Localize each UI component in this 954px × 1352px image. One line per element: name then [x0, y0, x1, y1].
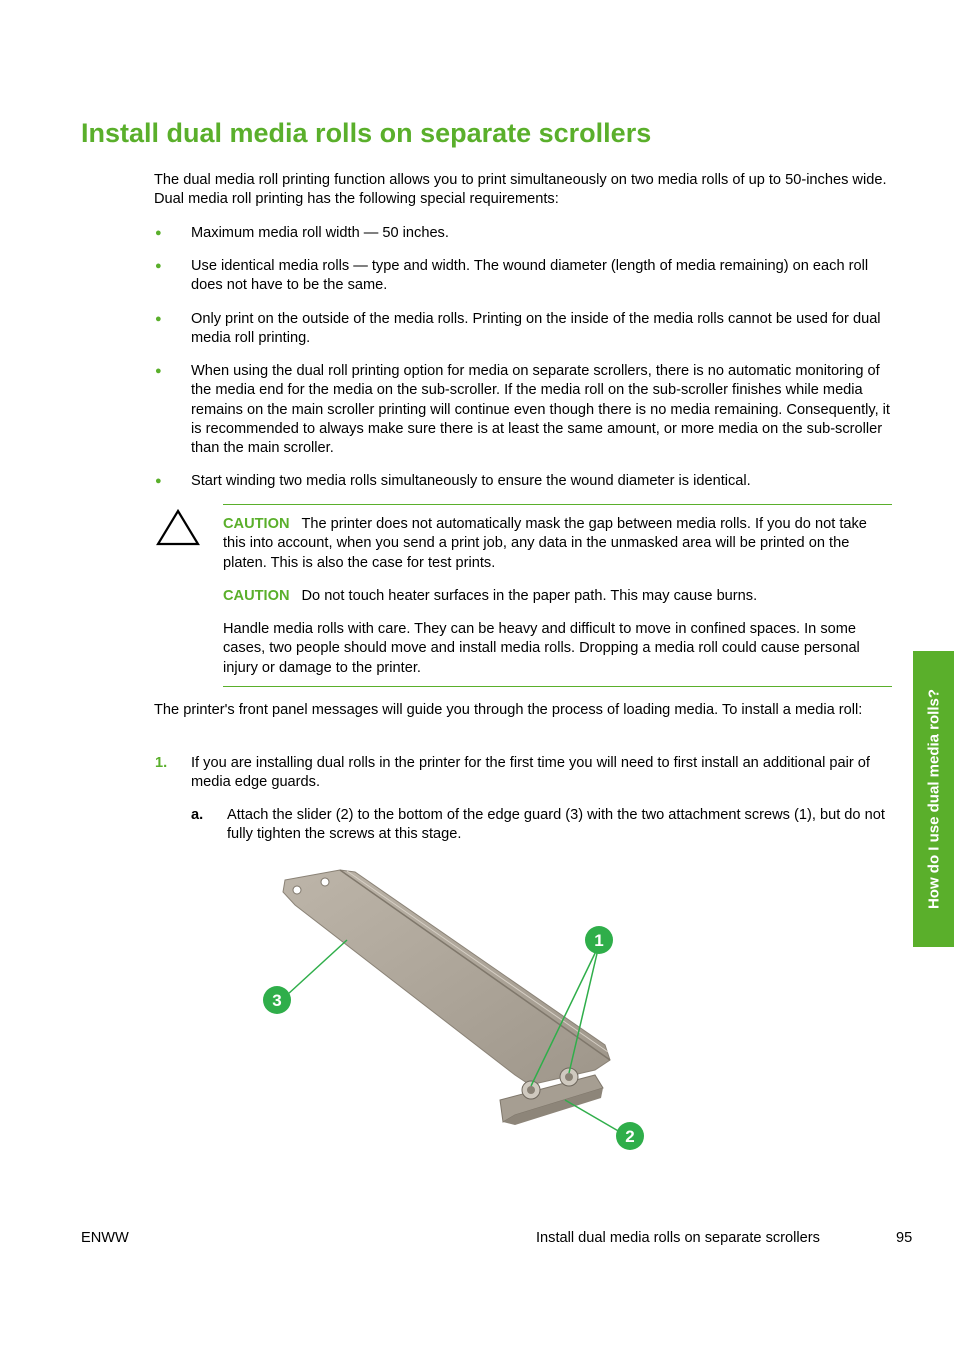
bullet-icon: ● — [155, 313, 162, 325]
intro-paragraph: The dual media roll printing function allows you to print simultaneously on two media rolls of up to 50-inches wide. Dual media roll printing has the following special requirements: — [154, 172, 887, 208]
caution-top-rule — [223, 504, 892, 505]
bullet-icon: ● — [155, 227, 162, 239]
screw-icon — [522, 1081, 540, 1099]
slider-part — [500, 1075, 603, 1125]
caution-note-1 — [223, 515, 893, 573]
callout-line — [565, 1100, 620, 1132]
step-number: 1. — [155, 755, 168, 771]
substep-letter: a. — [191, 807, 204, 823]
caution-triangle-icon — [155, 507, 201, 547]
caution-bottom-rule — [223, 686, 892, 687]
bullet-item: Start winding two media rolls simultaneously to ensure the wound diameter is identical. — [191, 473, 751, 489]
callout-label: 1 — [594, 931, 604, 950]
callout-label: 3 — [272, 991, 282, 1010]
caution-handling-note: Handle media rolls with care. They can be heavy and difficult to move in confined spaces. In some cases, two people should move and install media rolls. Dropping a media roll could cause personal injury or damage to the printer. — [223, 621, 860, 676]
callout-label: 2 — [625, 1127, 635, 1146]
caution-label: CAUTION — [223, 588, 290, 604]
page-number: 95 — [896, 1230, 913, 1246]
caution-text: Do not touch heater surfaces in the paper path. This may cause burns. — [301, 588, 758, 604]
bullet-icon: ● — [155, 260, 162, 272]
chapter-side-tab — [913, 651, 954, 947]
callout-line — [287, 940, 347, 995]
bullet-icon: ● — [155, 365, 162, 377]
step-text: If you are installing dual rolls in the printer for the first time you will need to first install an additional pair of media edge guards. — [191, 755, 870, 791]
bullet-item: Maximum media roll width — 50 inches. — [191, 225, 449, 241]
bullet-icon: ● — [155, 475, 162, 487]
callout-badge-3 — [263, 986, 291, 1014]
callout-badge-1 — [585, 926, 613, 954]
bullet-item: When using the dual roll printing option for media on separate scrollers, there is no automatic monitoring of the media end for the media on the sub-scroller. If the media roll on the sub-scroller finishes while media remains on the main scroller printing will continue even though there is no media remaining. Consequently, it is recommended to always make sure there is at least the same amount, or more media on the sub-scroller than the main scroller. — [191, 363, 890, 457]
bullet-item: Only print on the outside of the media rolls. Printing on the inside of the media rolls cannot be used for dual media roll printing. — [191, 311, 881, 347]
callout-badge-2 — [616, 1122, 644, 1150]
footer-section-title: Install dual media rolls on separate scrollers — [536, 1230, 820, 1246]
side-tab-label: How do I use dual media rolls? — [925, 688, 942, 910]
caution-note-2 — [223, 587, 893, 606]
caution-text: The printer does not automatically mask the gap between media rolls. If you do not take this into account, when you send a print job, any data in the unmasked area will be printed on the platen. This is also the case for test prints. — [223, 516, 867, 571]
front-panel-paragraph: The printer's front panel messages will guide you through the process of loading media. To install a media roll: — [154, 702, 863, 718]
page-title: Install dual media rolls on separate scrollers — [81, 118, 652, 148]
edge-guard-illustration — [225, 860, 695, 1160]
edge-guard-part — [283, 870, 610, 1085]
footer-left: ENWW — [81, 1230, 129, 1246]
substep-text: Attach the slider (2) to the bottom of the edge guard (3) with the two attachment screws (1), but do not fully tighten the screws at this stage. — [227, 807, 885, 843]
bullet-item: Use identical media rolls — type and width. The wound diameter (length of media remaining) on each roll does not have to be the same. — [191, 258, 869, 294]
caution-label: CAUTION — [223, 516, 290, 532]
